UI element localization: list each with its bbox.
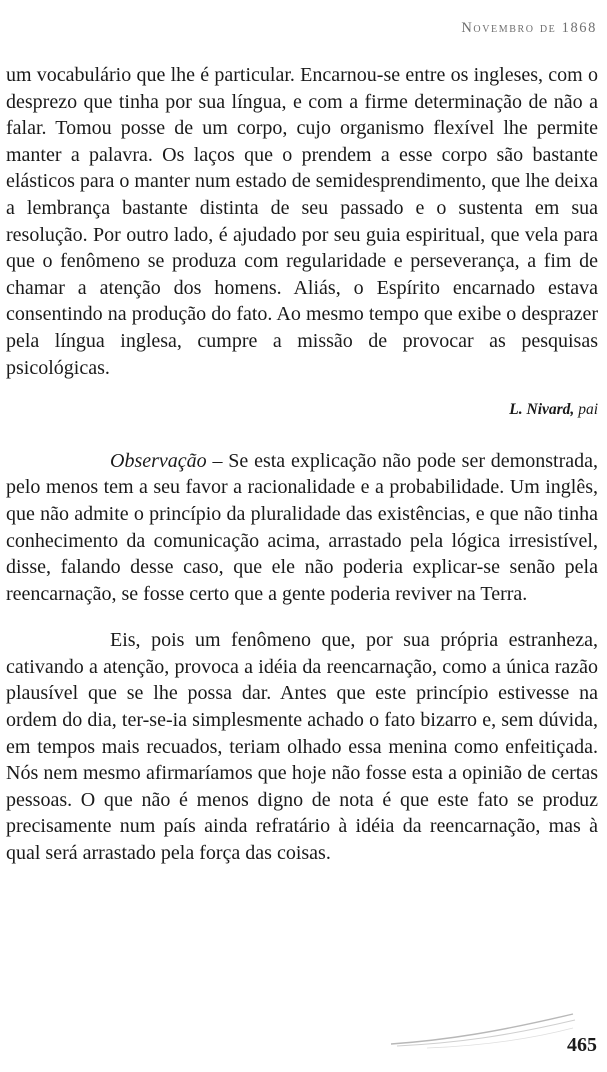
paragraph-continuation: um vocabulário que lhe é particular. Encarnou-se entre os ingleses, com o desprezo que tinha por sua língua, e com a firme determinação de não a falar. Tomou posse de um corpo, cujo organismo flexível lhe permite manter a palavra. Os laços que o prendem a esse corpo são bastante elásticos para o manter num estado de semidesprendimento, que lhe deixa a lembrança bastante distinta de seu passado e o sustenta em sua resolução. Por outro lado, é ajudado por seu guia espiritual, que vela para que o fenômeno se produza com regularidade e perseverança, a fim de chamar a atenção dos homens. Aliás, o Espírito encarnado estava consentindo na produção do fato. Ao mesmo tempo que exibe o desprazer pela língua inglesa, cumpre a missão de provocar as pesquisas psicológicas. [6, 64, 598, 379]
signature-name: L. Nivard, [509, 401, 575, 419]
observation-label: Observação [110, 449, 207, 472]
observation-paragraph [6, 448, 598, 608]
observation-text: – Se esta explicação não pode ser demonstrada, pelo menos tem a seu favor a racionalidade e a probabilidade. Um inglês, que não admite o princípio da pluralidade das existências, e que não tinha conhecimento da comunicação acima, arrastado pela lógica irresistível, disse, falando desse caso, que ele não poderia explicar-se senão pela reencarnação, se fosse certo que a gente poderia reviver na Terra. [6, 449, 598, 605]
page-number: 465 [567, 1034, 597, 1056]
closing-paragraph: Eis, pois um fenômeno que, por sua própria estranheza, cativando a atenção, provoca a idéia da reencarnação, como a única razão plausível que se lhe possa dar. Antes que este princípio estivesse na ordem do dia, ter-se-ia simplesmente achado o fato bizarro e, sem dúvida, em tempos mais recuados, teriam olhado essa menina como enfeitiçada. Nós nem mesmo afirmaríamos que hoje não fosse esta a opinião de certas pessoas. O que não é menos digno de nota é que este fato se produz precisamente num país ainda refratário à idéia da reencarnação, mas à qual será arrastado pela força das coisas. [6, 629, 598, 865]
signature-role: pai [574, 401, 598, 419]
running-head: Novembro de 1868 [461, 20, 597, 36]
page-ornament-swoosh-icon [387, 1010, 577, 1050]
page-body [6, 62, 598, 867]
signature [6, 397, 598, 424]
